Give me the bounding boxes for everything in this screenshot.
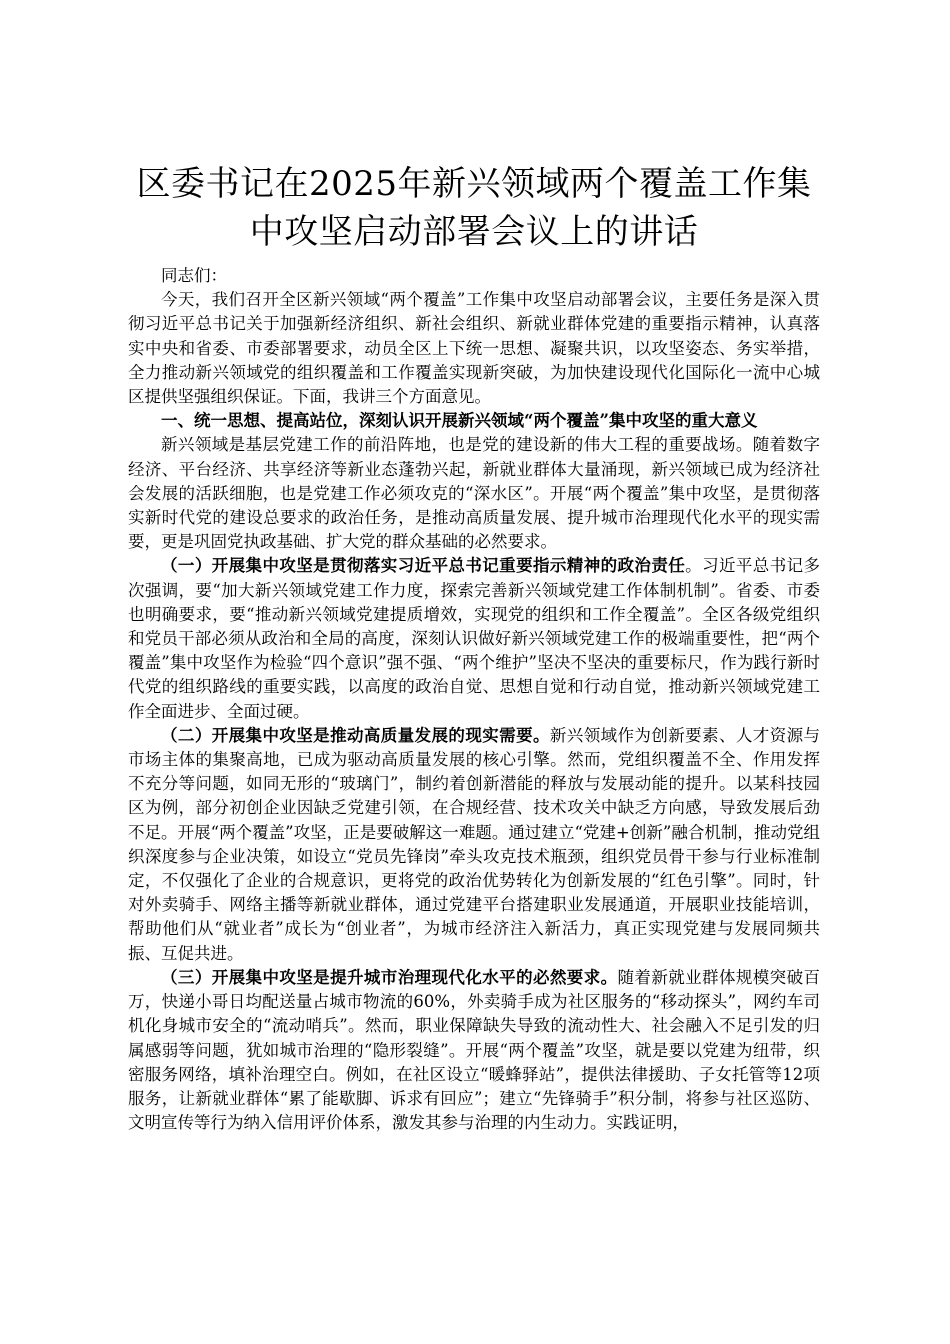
point-2-paragraph bbox=[128, 724, 820, 966]
point-2-body: 新兴领域作为创新要素、人才资源与市场主体的集聚高地，已成为驱动高质量发展的核心引擎。然而，党组织覆盖不全、作用发挥不充分等问题，如同无形的“玻璃门”，制约着创新潜能的释放与发展动能的提升。以某科技园区为例，部分初创企业因缺乏党建引领，在合规经营、技术攻关中缺乏方向感，导致发展后劲不足。开展“两个覆盖”攻坚，正是要破解这一难题。通过建立“党建+创新”融合机制，推动党组织深度参与企业决策，如设立“党员先锋岗”牵头攻克技术瓶颈，组织党员骨干参与行业标准制定，不仅强化了企业的合规意识，更将党的政治优势转化为创新发展的“红色引擎”。同时，针对外卖骑手、网络主播等新就业群体，通过党建平台搭建职业发展通道，开展职业技能培训，帮助他们从“就业者”成长为“创业者”，为城市经济注入新活力，真正实现党建与发展同频共振、互促共进。 bbox=[128, 725, 821, 963]
point-1-paragraph bbox=[128, 554, 820, 723]
section-1-paragraph: 新兴领域是基层党建工作的前沿阵地，也是党的建设新的伟大工程的重要战场。随着数字经济、平台经济、共享经济等新业态蓬勃兴起，新就业群体大量涌现，新兴领域已成为经济社会发展的活跃细胞，也是党建工作必须攻克的“深水区”。开展“两个覆盖”集中攻坚，是贯彻落实新时代党的建设总要求的政治任务，是推动高质量发展、提升城市治理现代化水平的现实需要，更是巩固党执政基础、扩大党的群众基础的必然要求。 bbox=[128, 435, 820, 552]
point-3-paragraph bbox=[128, 966, 820, 1135]
intro-paragraph: 今天，我们召开全区新兴领域“两个覆盖”工作集中攻坚启动部署会议，主要任务是深入贯彻习近平总书记关于加强新经济组织、新社会组织、新就业群体党建的重要指示精神，认真落实中央和省委、市委部署要求，动员全区上下统一思想、凝聚共识，以攻坚姿态、务实举措，全力推动新兴领域党的组织覆盖和工作覆盖实现新突破，为加快建设现代化国际化一流中心城区提供坚强组织保证。下面，我讲三个方面意见。 bbox=[128, 290, 820, 407]
point-3-lead: （三）开展集中攻坚是提升城市治理现代化水平的必然要求。 bbox=[161, 967, 618, 987]
document-page bbox=[128, 160, 820, 1135]
salutation: 同志们： bbox=[161, 266, 227, 285]
section-1-heading: 一、统一思想、提高站位，深刻认识开展新兴领域“两个覆盖”集中攻坚的重大意义 bbox=[161, 411, 758, 431]
point-1-body: 。习近平总书记多次强调，要“加大新兴领域党建工作力度，探索完善新兴领域党建工作体制机制”。省委、市委也明确要求，要“推动新兴领域党建提质增效，实现党的组织和工作全覆盖”。全区各级党组织和党员干部必须从政治和全局的高度，深刻认识做好新兴领域党建工作的极端重要性，把“两个覆盖”集中攻坚作为检验“四个意识”强不强、“两个维护”坚决不坚决的重要标尺，作为践行新时代党的组织路线的重要实践，以高度的政治自觉、思想自觉和行动自觉，推动新兴领域党建工作全面进步、全面过硬。 bbox=[128, 556, 821, 721]
point-1-lead: （一）开展集中攻坚是贯彻落实习近平总书记重要指示精神的政治责任 bbox=[161, 556, 686, 576]
point-2-lead: （二）开展集中攻坚是推动高质量发展的现实需要。 bbox=[161, 725, 550, 745]
document-title: 区委书记在2025年新兴领域两个覆盖工作集中攻坚启动部署会议上的讲话 bbox=[136, 164, 812, 252]
point-3-body: 随着新就业群体规模突破百万，快递小哥日均配送量占城市物流的60%，外卖骑手成为社区服务的“移动探头”，网约车司机化身城市安全的“流动哨兵”。然而，职业保障缺失导致的流动性大、社会融入不足引发的归属感弱等问题，犹如城市治理的“隐形裂缝”。开展“两个覆盖”攻坚，就是要以党建为纽带，织密服务网络，填补治理空白。例如，在社区设立“暖蜂驿站”，提供法律援助、子女托管等12项服务，让新就业群体“累了能歇脚、诉求有回应”；建立“先锋骑手”积分制，将参与社区巡防、文明宣传等行为纳入信用评价体系，激发其参与治理的内生动力。实践证明， bbox=[128, 967, 821, 1133]
